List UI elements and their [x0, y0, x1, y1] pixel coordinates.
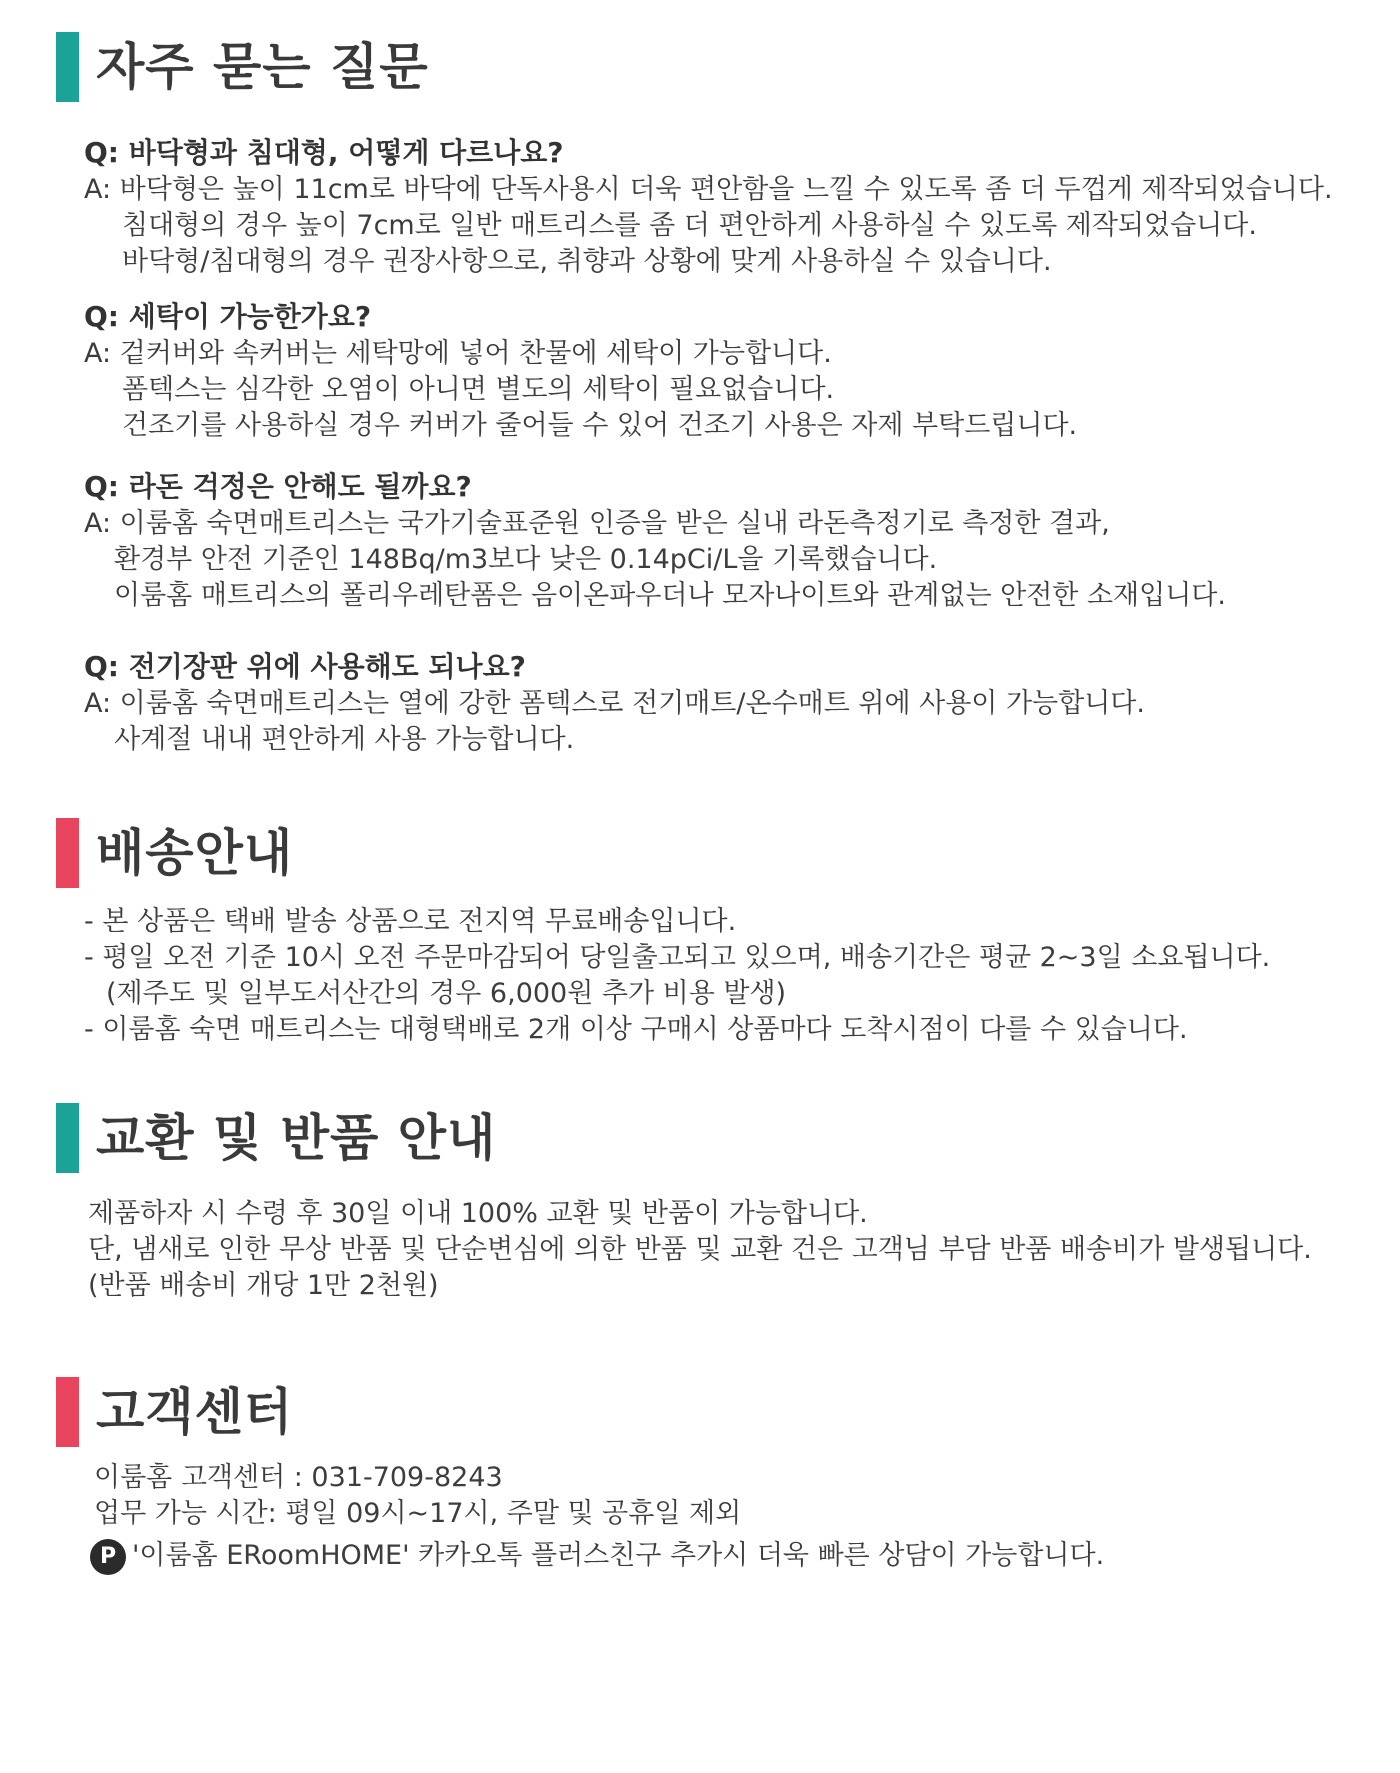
kakao-plus-icon: P — [90, 1539, 126, 1575]
shipping-section — [0, 818, 1400, 888]
faq-question: Q: 전기장판 위에 사용해도 되나요? — [84, 650, 526, 683]
shipping-line: - 이룸홈 숙면 매트리스는 대형택배로 2개 이상 구매시 상품마다 도착시점이 다를 수 있습니다. — [84, 1014, 1188, 1045]
exchange-header — [0, 1103, 1400, 1173]
faq-answer-line: 이룸홈 매트리스의 폴리우레탄폼은 음이온파우더나 모자나이트와 관계없는 안전한 소재입니다. — [114, 580, 1226, 611]
faq-item — [84, 134, 1333, 280]
faq-answer-line: 폼텍스는 심각한 오염이 아니면 별도의 세탁이 필요없습니다. — [122, 374, 835, 405]
exchange-line: 단, 냄새로 인한 무상 반품 및 단순변심에 의한 반품 및 교환 건은 고객님 부담 반품 배송비가 발생됩니다. — [88, 1234, 1312, 1265]
support-section — [0, 1377, 1400, 1447]
exchange-section — [0, 1103, 1400, 1173]
faq-answer-line: 침대형의 경우 높이 7cm로 일반 매트리스를 좀 더 편안하게 사용하실 수 있도록 제작되었습니다. — [122, 210, 1257, 241]
exchange-line: 제품하자 시 수령 후 30일 이내 100% 교환 및 반품이 가능합니다. — [88, 1198, 868, 1229]
faq-answer-line: 사계절 내내 편안하게 사용 가능합니다. — [114, 724, 575, 755]
exchange-title: 교환 및 반품 안내 — [96, 1109, 497, 1167]
exchange-accent-bar — [56, 1103, 79, 1173]
faq-question: Q: 라돈 걱정은 안해도 될까요? — [84, 470, 472, 503]
shipping-line: (제주도 및 일부도서산간의 경우 6,000원 추가 비용 발생) — [106, 978, 787, 1009]
shipping-body — [84, 904, 1270, 1048]
faq-answer-line: 건조기를 사용하실 경우 커버가 줄어들 수 있어 건조기 사용은 자제 부탁드립니다. — [122, 410, 1078, 441]
kakao-plus-text: '이룸홈 ERoomHOME' 카카오톡 플러스친구 추가시 더욱 빠른 상담이 가능합니다. — [132, 1540, 1105, 1571]
support-title: 고객센터 — [96, 1383, 294, 1441]
faq-answer-line: 환경부 안전 기준인 148Bq/m3보다 낮은 0.14pCi/L을 기록했습니다. — [114, 544, 938, 575]
support-header — [0, 1377, 1400, 1447]
kakao-plus-line — [90, 1538, 1104, 1575]
faq-item — [84, 298, 1077, 444]
shipping-accent-bar — [56, 818, 79, 888]
faq-question: Q: 세탁이 가능한가요? — [84, 300, 372, 333]
faq-question: Q: 바닥형과 침대형, 어떻게 다르나요? — [84, 136, 564, 169]
faq-answer-line: 바닥형/침대형의 경우 권장사항으로, 취향과 상황에 맞게 사용하실 수 있습니다. — [122, 246, 1052, 277]
faq-answer-line: A: 겉커버와 속커버는 세탁망에 넣어 찬물에 세탁이 가능합니다. — [84, 338, 832, 369]
shipping-line: - 본 상품은 택배 발송 상품으로 전지역 무료배송입니다. — [84, 906, 737, 937]
faq-accent-bar — [56, 32, 79, 102]
faq-answer-line: A: 이룸홈 숙면매트리스는 국가기술표준원 인증을 받은 실내 라돈측정기로 측정한 결과, — [84, 508, 1110, 539]
faq-section — [0, 32, 1400, 102]
faq-answer-line: A: 이룸홈 숙면매트리스는 열에 강한 폼텍스로 전기매트/온수매트 위에 사용이 가능합니다. — [84, 688, 1145, 719]
faq-header — [0, 32, 1400, 102]
support-accent-bar — [56, 1377, 79, 1447]
faq-title: 자주 묻는 질문 — [96, 38, 429, 96]
shipping-line: - 평일 오전 기준 10시 오전 주문마감되어 당일출고되고 있으며, 배송기간은 평균 2~3일 소요됩니다. — [84, 942, 1271, 973]
faq-item — [84, 468, 1226, 614]
exchange-body — [88, 1196, 1312, 1304]
support-phone: 이룸홈 고객센터 : 031-709-8243 — [94, 1462, 503, 1493]
faq-item — [84, 648, 1145, 758]
support-hours: 업무 가능 시간: 평일 09시~17시, 주말 및 공휴일 제외 — [94, 1498, 742, 1529]
shipping-title: 배송안내 — [96, 824, 294, 882]
shipping-header — [0, 818, 1400, 888]
exchange-line: (반품 배송비 개당 1만 2천원) — [88, 1270, 439, 1301]
faq-answer-line: A: 바닥형은 높이 11cm로 바닥에 단독사용시 더욱 편안함을 느낄 수 있도록 좀 더 두껍게 제작되었습니다. — [84, 174, 1333, 205]
support-body — [94, 1460, 1104, 1575]
